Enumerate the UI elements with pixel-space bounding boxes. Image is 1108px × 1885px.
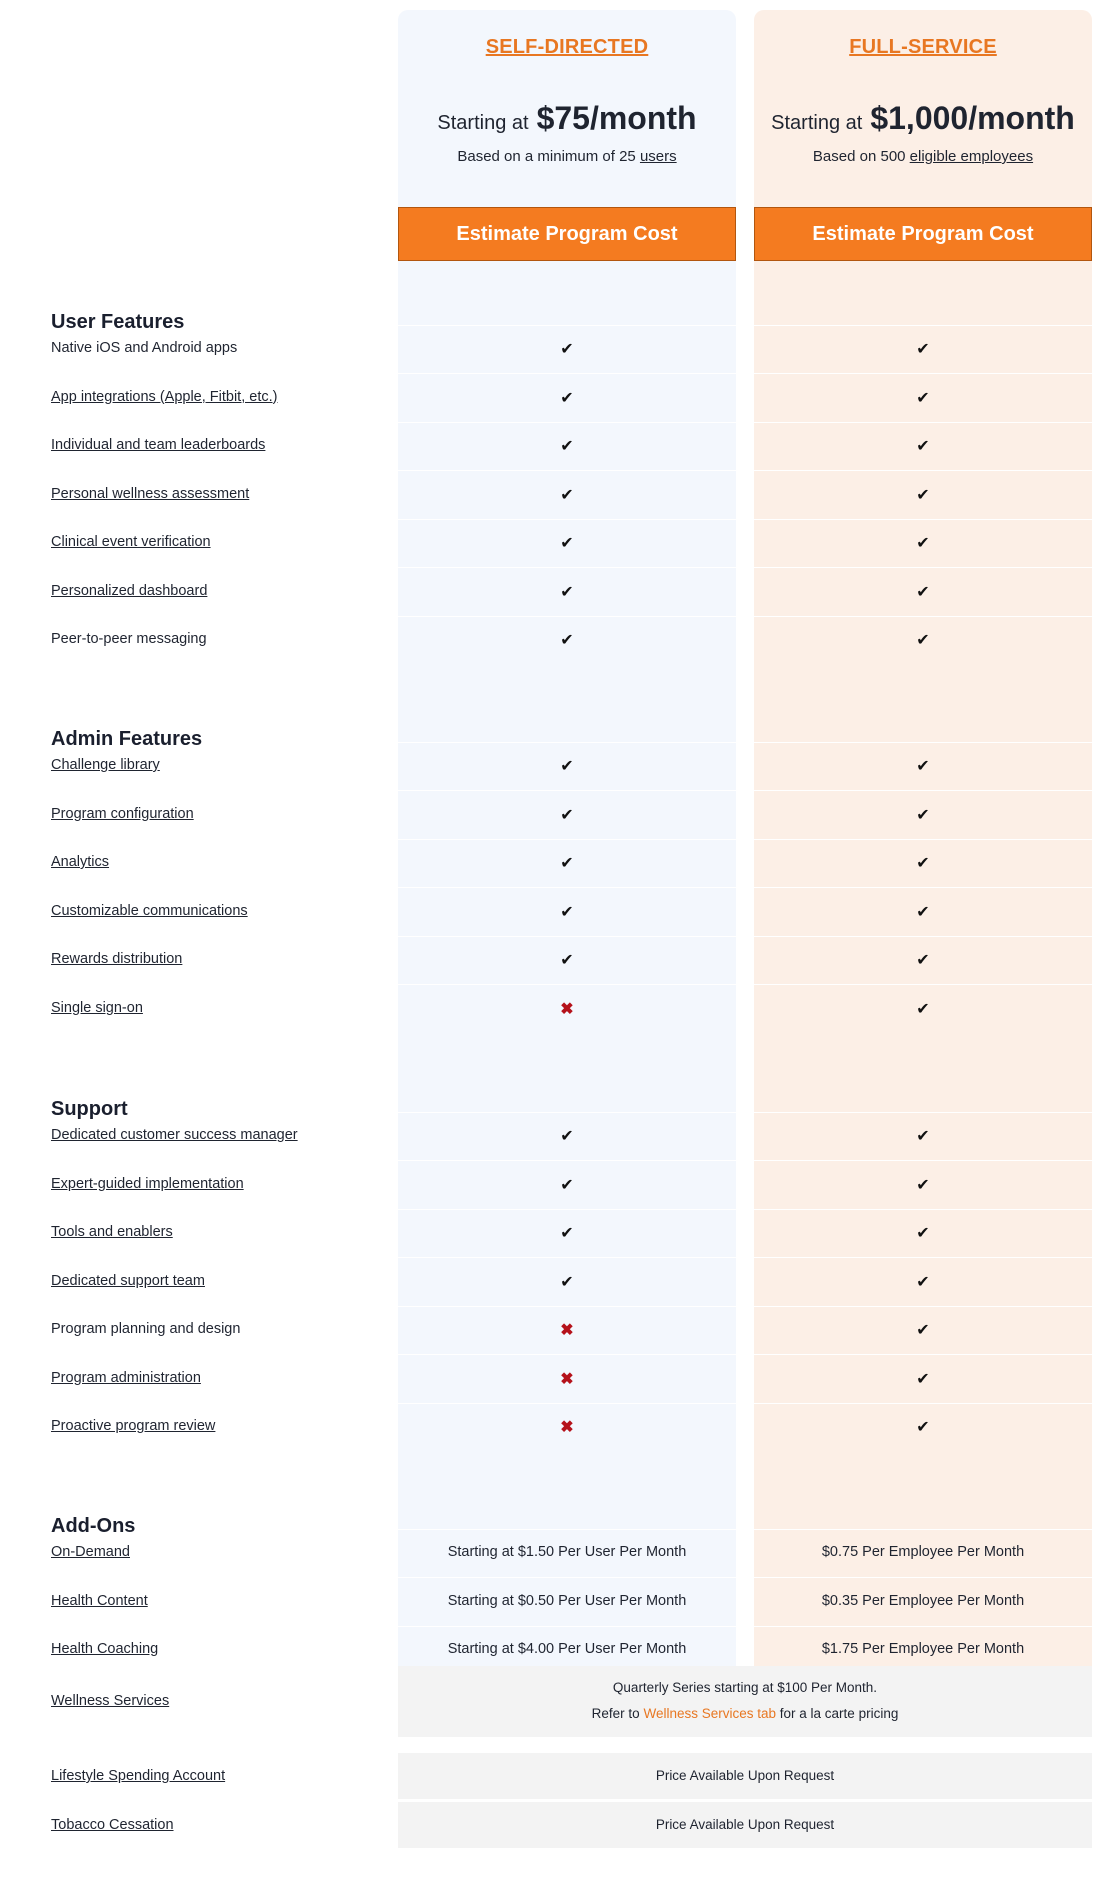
row-divider	[398, 839, 736, 840]
check-icon: ✔	[916, 806, 930, 824]
check-icon: ✔	[916, 438, 930, 455]
row-divider	[754, 1577, 1092, 1578]
wellness-services-tab-link[interactable]: Wellness Services tab	[643, 1706, 777, 1721]
row-divider	[398, 1306, 736, 1307]
plan-name-full-service[interactable]: FULL-SERVICE	[849, 36, 997, 58]
check-icon: ✔	[560, 438, 574, 455]
check-icon: ✔	[916, 758, 930, 775]
row-divider	[754, 1626, 1092, 1627]
check-icon: ✔	[916, 341, 930, 358]
wellness-refer-line	[398, 1706, 1092, 1721]
row-divider	[754, 470, 1092, 471]
check-icon: ✔	[916, 535, 930, 552]
merged-price-text: Price Available Upon Request	[655, 1817, 835, 1832]
feature-label[interactable]: Personal wellness assessment	[51, 485, 250, 502]
row-divider	[754, 373, 1092, 374]
check-icon: ✔	[560, 583, 574, 601]
check-icon: ✔	[560, 1176, 574, 1194]
row-divider	[398, 887, 736, 888]
check-icon: ✔	[916, 855, 930, 872]
price-prefix: Starting at	[437, 112, 529, 134]
wellness-price-line: Quarterly Series starting at $100 Per Month.	[612, 1680, 878, 1695]
check-icon: ✔	[560, 389, 574, 407]
feature-label[interactable]: Individual and team leaderboards	[51, 437, 266, 453]
check-icon: ✔	[560, 341, 574, 358]
check-icon: ✔	[560, 1273, 574, 1291]
feature-label[interactable]: Expert-guided implementation	[51, 1175, 244, 1192]
check-icon: ✔	[916, 903, 930, 921]
check-icon: ✔	[916, 389, 930, 407]
feature-label[interactable]: On-Demand	[51, 1544, 130, 1560]
check-icon: ✔	[560, 632, 574, 649]
addon-price-full: $0.35 Per Employee Per Month	[821, 1592, 1025, 1609]
refer-post: for a la carte pricing	[779, 1706, 899, 1721]
row-divider	[754, 839, 1092, 840]
feature-label[interactable]: Dedicated support team	[51, 1272, 205, 1289]
check-icon: ✔	[560, 486, 574, 504]
plan-basis-full-service	[754, 148, 1092, 165]
check-icon: ✔	[560, 952, 574, 969]
row-divider	[754, 519, 1092, 520]
section-title: Admin Features	[51, 728, 203, 750]
row-divider	[398, 470, 736, 471]
cross-icon: ✖	[560, 1322, 574, 1339]
feature-label[interactable]: Challenge library	[51, 757, 160, 773]
row-divider	[754, 1529, 1092, 1530]
estimate-cost-button-self-directed[interactable]: Estimate Program Cost	[398, 207, 736, 261]
row-divider	[754, 1306, 1092, 1307]
row-divider	[754, 567, 1092, 568]
basis-link-users[interactable]: users	[639, 148, 677, 165]
basis-link-eligible-employees[interactable]: eligible employees	[909, 148, 1034, 165]
row-divider	[398, 1354, 736, 1355]
row-divider	[398, 984, 736, 985]
row-divider	[754, 325, 1092, 326]
feature-label[interactable]: Lifestyle Spending Account	[51, 1768, 226, 1784]
check-icon: ✔	[916, 583, 930, 601]
check-icon: ✔	[916, 952, 930, 969]
plan-price-full-service	[754, 100, 1092, 144]
row-divider	[754, 790, 1092, 791]
row-divider	[398, 325, 736, 326]
row-divider	[398, 1112, 736, 1113]
addon-price-self: Starting at $4.00 Per User Per Month	[447, 1641, 687, 1657]
feature-label[interactable]: Analytics	[51, 854, 110, 870]
row-divider	[754, 1112, 1092, 1113]
section-title: Support	[51, 1098, 128, 1120]
feature-label[interactable]: Personalized dashboard	[51, 582, 208, 599]
row-divider	[398, 1529, 736, 1530]
section-title: User Features	[51, 311, 185, 333]
row-divider	[754, 1403, 1092, 1404]
check-icon: ✔	[916, 1419, 930, 1436]
row-divider	[398, 373, 736, 374]
check-icon: ✔	[916, 486, 930, 504]
plan-header-self-directed	[398, 0, 736, 165]
feature-label[interactable]: Tobacco Cessation	[51, 1817, 174, 1833]
row-divider	[398, 1209, 736, 1210]
row-divider	[754, 936, 1092, 937]
row-divider	[398, 422, 736, 423]
cross-icon: ✖	[560, 1000, 574, 1018]
check-icon: ✔	[916, 1370, 930, 1388]
row-divider	[398, 1403, 736, 1404]
check-icon: ✔	[916, 1000, 930, 1018]
row-divider	[398, 936, 736, 937]
feature-label[interactable]: Health Coaching	[51, 1641, 159, 1657]
check-icon: ✔	[560, 1225, 574, 1242]
check-icon: ✔	[560, 535, 574, 552]
feature-label: Native iOS and Android apps	[51, 340, 238, 356]
plan-basis-self-directed	[398, 148, 736, 165]
merged-price-cell	[398, 1666, 1092, 1737]
cross-icon: ✖	[560, 1419, 574, 1436]
row-divider	[754, 1354, 1092, 1355]
row-divider	[754, 422, 1092, 423]
row-divider	[398, 567, 736, 568]
feature-label[interactable]: Rewards distribution	[51, 951, 183, 967]
plan-name-self-directed[interactable]: SELF-DIRECTED	[485, 36, 649, 58]
price-value: $75/month	[536, 100, 697, 136]
row-divider	[398, 1160, 736, 1161]
row-divider	[398, 1626, 736, 1627]
refer-pre: Refer to	[591, 1706, 640, 1721]
feature-label[interactable]: Program configuration	[51, 805, 194, 822]
basis-text: Based on a minimum of 25	[457, 148, 636, 165]
basis-text: Based on 500	[812, 148, 906, 165]
row-divider	[398, 1257, 736, 1258]
feature-label[interactable]: Single sign-on	[51, 999, 143, 1016]
row-divider	[754, 1257, 1092, 1258]
check-icon: ✔	[560, 1128, 574, 1145]
feature-label[interactable]: Tools and enablers	[51, 1224, 173, 1240]
feature-label[interactable]: App integrations (Apple, Fitbit, etc.)	[51, 388, 278, 405]
check-icon: ✔	[560, 903, 574, 921]
check-icon: ✔	[916, 1128, 930, 1145]
check-icon: ✔	[560, 806, 574, 824]
price-value: $1,000/month	[870, 100, 1075, 136]
check-icon: ✔	[560, 855, 574, 872]
feature-label[interactable]: Program administration	[51, 1369, 201, 1386]
check-icon: ✔	[560, 758, 574, 775]
row-divider	[754, 1160, 1092, 1161]
addon-price-self: Starting at $0.50 Per User Per Month	[447, 1592, 687, 1609]
row-divider	[398, 616, 736, 617]
row-divider	[754, 616, 1092, 617]
row-divider	[398, 519, 736, 520]
feature-label: Program planning and design	[51, 1321, 241, 1337]
feature-label[interactable]: Dedicated customer success manager	[51, 1127, 298, 1143]
addon-price-full: $1.75 Per Employee Per Month	[821, 1641, 1025, 1657]
estimate-cost-button-full-service[interactable]: Estimate Program Cost	[754, 207, 1092, 261]
row-divider	[754, 887, 1092, 888]
feature-label[interactable]: Customizable communications	[51, 902, 248, 919]
check-icon: ✔	[916, 632, 930, 649]
row-divider	[754, 742, 1092, 743]
row-divider	[754, 1209, 1092, 1210]
check-icon: ✔	[916, 1273, 930, 1291]
feature-label[interactable]: Clinical event verification	[51, 534, 211, 550]
feature-label[interactable]: Health Content	[51, 1592, 148, 1609]
cross-icon: ✖	[560, 1370, 574, 1388]
price-prefix: Starting at	[771, 112, 863, 134]
plan-price-self-directed	[398, 100, 736, 144]
check-icon: ✔	[916, 1225, 930, 1242]
feature-label[interactable]: Proactive program review	[51, 1418, 216, 1434]
plan-header-full-service	[754, 0, 1092, 165]
row-divider	[398, 1577, 736, 1578]
row-divider	[398, 790, 736, 791]
addon-price-self: Starting at $1.50 Per User Per Month	[447, 1544, 687, 1560]
check-icon: ✔	[916, 1176, 930, 1194]
row-divider	[398, 742, 736, 743]
merged-price-text: Price Available Upon Request	[655, 1768, 835, 1783]
addon-price-full: $0.75 Per Employee Per Month	[821, 1544, 1025, 1560]
check-icon: ✔	[916, 1322, 930, 1339]
feature-label[interactable]: Wellness Services	[51, 1693, 170, 1709]
section-title: Add-Ons	[51, 1515, 136, 1537]
row-divider	[754, 984, 1092, 985]
feature-label: Peer-to-peer messaging	[51, 631, 207, 647]
